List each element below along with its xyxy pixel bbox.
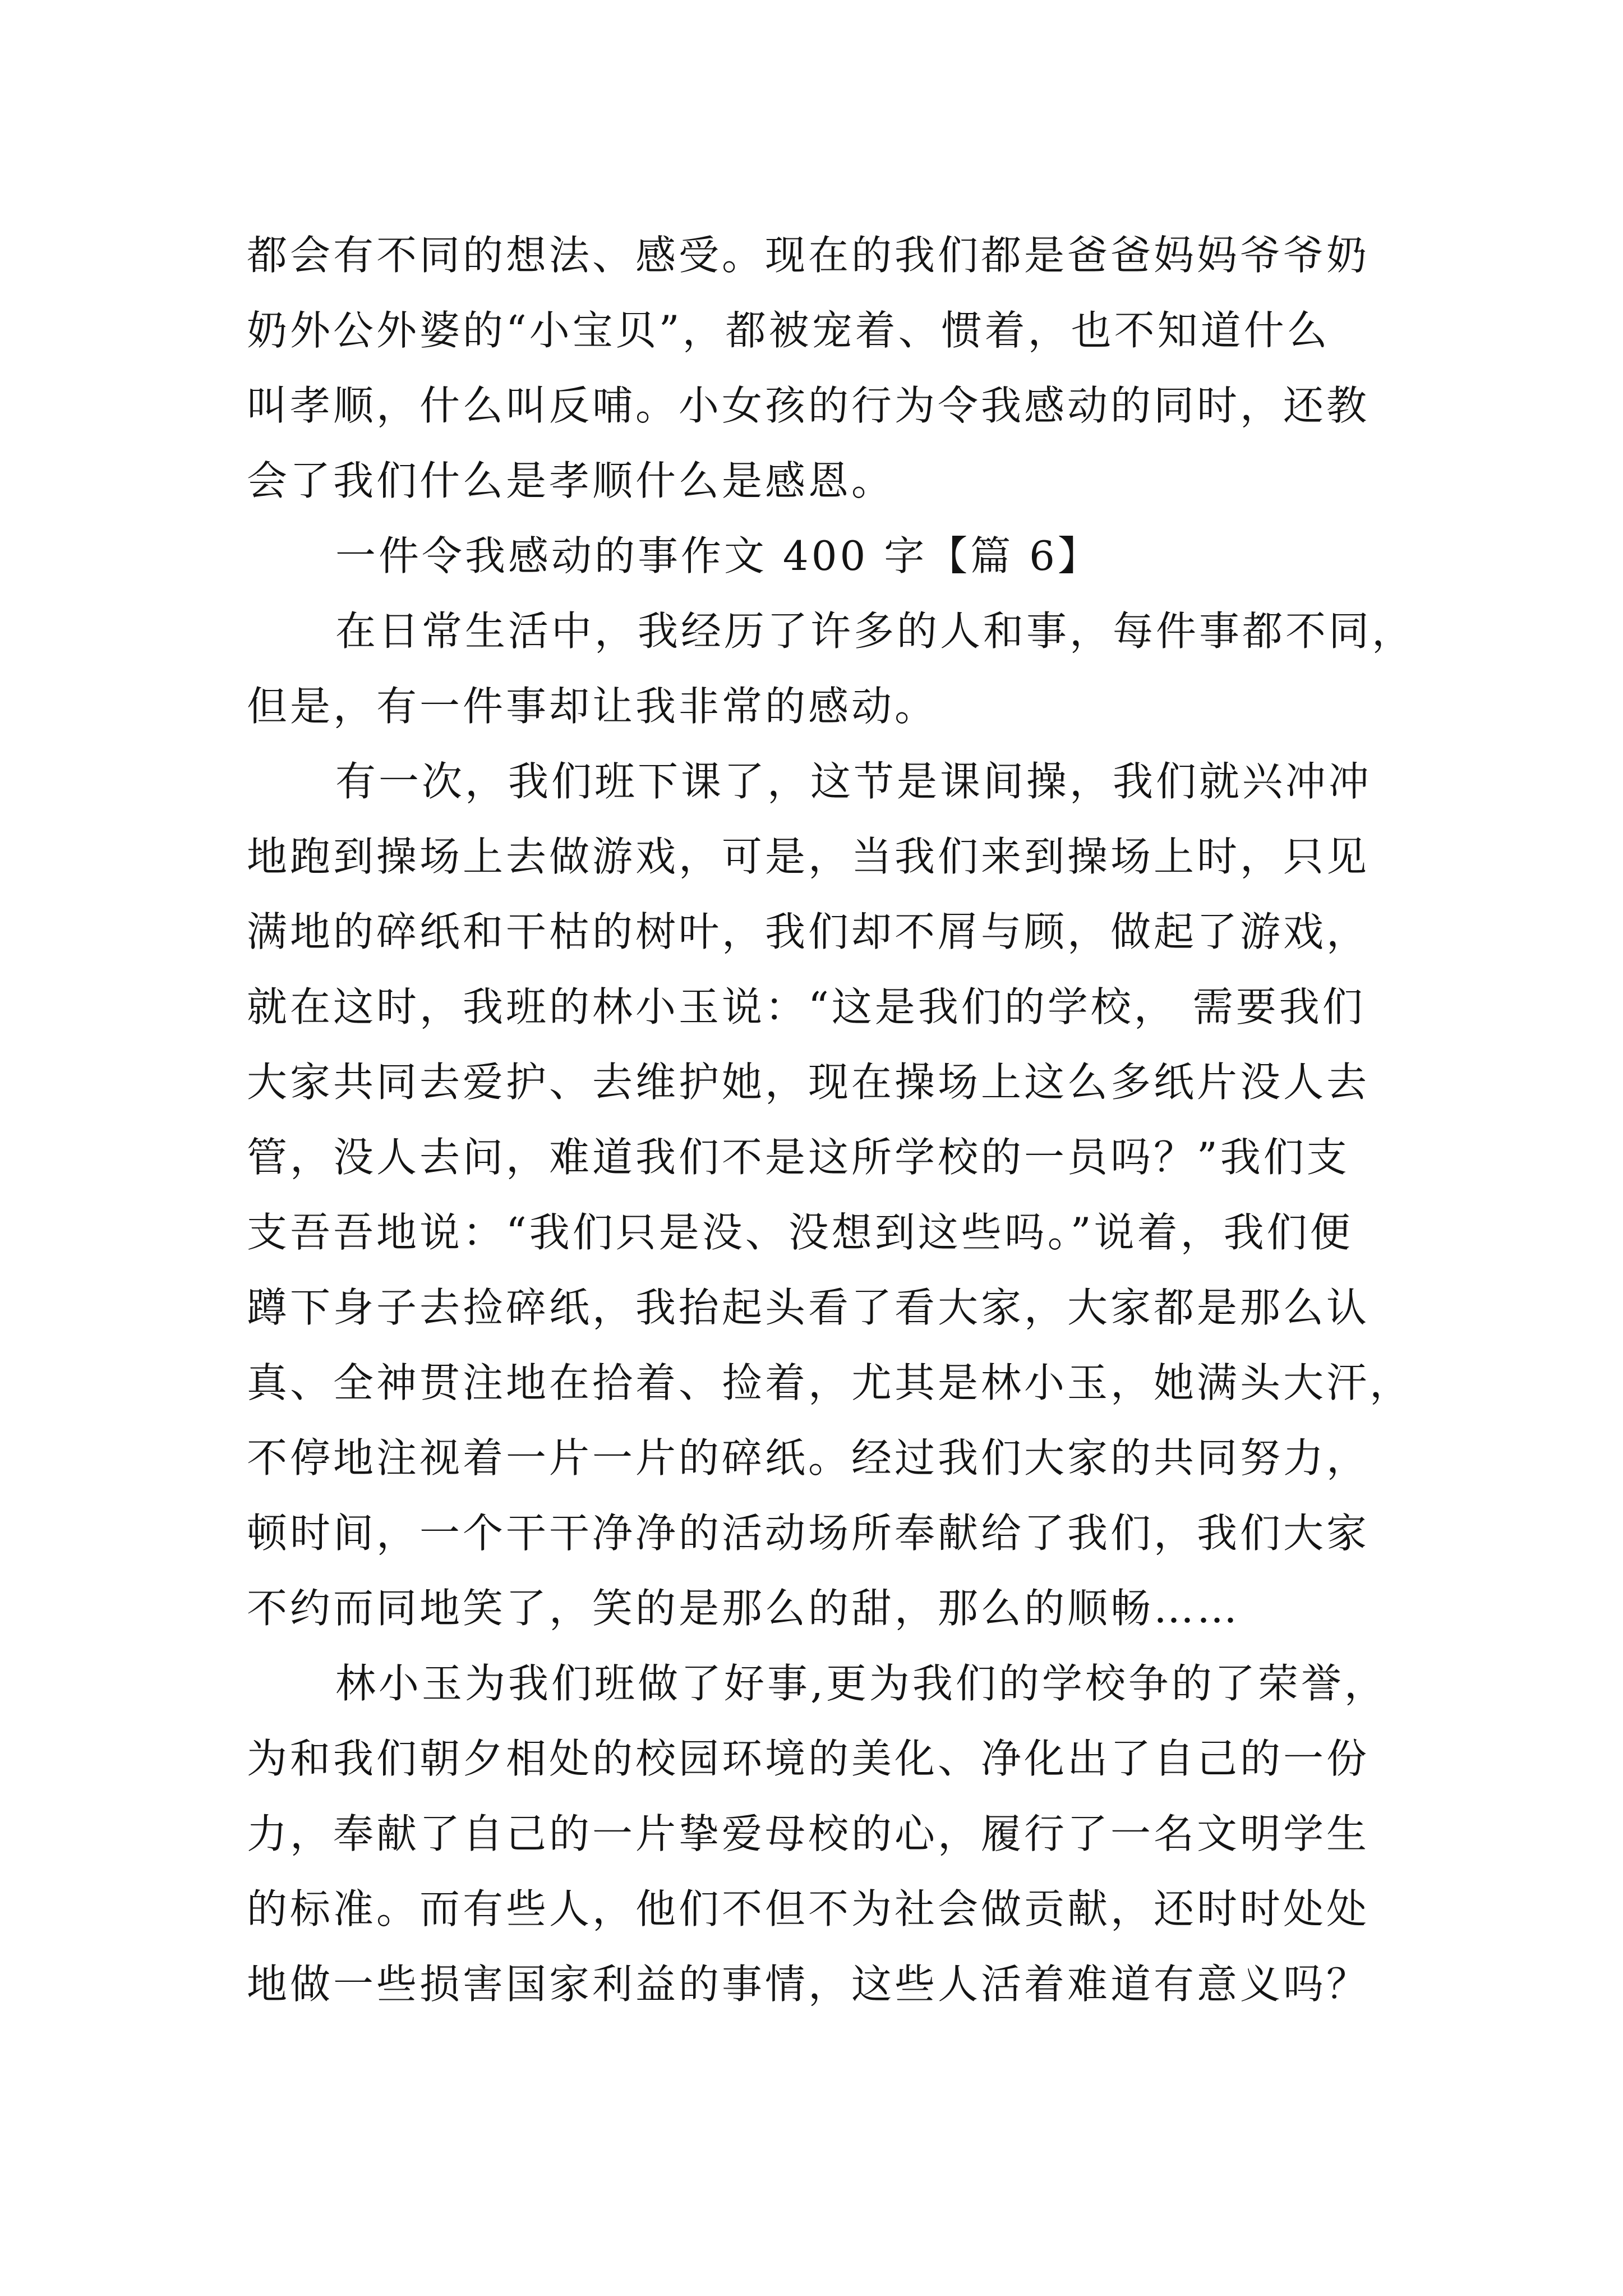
text-line: 但是，有一件事却让我非常的感动。 (247, 683, 938, 730)
text-line: 的标准。而有些人，他们不但不为社会做贡献，还时时处处 (247, 1885, 1370, 1932)
text-line: 在日常生活中，我经历了许多的人和事，每件事都不同， (335, 608, 1415, 655)
text-line: 都会有不同的想法、感受。现在的我们都是爸爸妈妈爷爷奶 (247, 232, 1370, 279)
paragraph-2 (247, 744, 1413, 1646)
text-line: 不停地注视着一片一片的碎纸。经过我们大家的共同努力， (247, 1434, 1370, 1481)
document-body (247, 218, 1413, 2022)
text-line: 奶外公外婆的“小宝贝”，都被宠着、惯着，也不知道什么 (247, 307, 1330, 354)
text-line: 管，没人去问，难道我们不是这所学校的一员吗？”我们支 (247, 1134, 1350, 1181)
text-line: 力，奉献了自己的一片挚爱母校的心，履行了一名文明学生 (247, 1810, 1370, 1857)
text-line: 为和我们朝夕相处的校园环境的美化、净化出了自己的一份 (247, 1735, 1370, 1782)
text-line: 顿时间，一个干干净净的活动场所奉献给了我们，我们大家 (247, 1510, 1370, 1557)
text-line: 真、全神贯注地在拾着、捡着，尤其是林小玉，她满头大汗， (247, 1359, 1413, 1406)
text-line: 地跑到操场上去做游戏，可是，当我们来到操场上时，只见 (247, 833, 1370, 880)
text-line: 就在这时，我班的林小玉说：“这是我们的学校， 需要我们 (247, 983, 1366, 1030)
text-line: 叫孝顺，什么叫反哺。小女孩的行为令我感动的同时，还教 (247, 382, 1370, 429)
text-line: 林小玉为我们班做了好事,更为我们的学校争的了荣誉， (335, 1660, 1387, 1707)
text-line: 蹲下身子去捡碎纸，我抬起头看了看大家，大家都是那么认 (247, 1284, 1370, 1331)
text-line: 地做一些损害国家利益的事情，这些人活着难道有意义吗？ (247, 1961, 1370, 2008)
intro-paragraph (247, 218, 1413, 518)
text-line: 满地的碎纸和干枯的树叶，我们却不屑与顾，做起了游戏， (247, 908, 1370, 955)
section-title: 一件令我感动的事作文 400 字【篇 6】 (335, 532, 1101, 579)
text-line: 支吾吾地说：“我们只是没、没想到这些吗。”说着，我们便 (247, 1209, 1353, 1256)
text-line: 大家共同去爱护、去维护她，现在操场上这么多纸片没人去 (247, 1059, 1370, 1106)
text-line: 不约而同地笑了，笑的是那么的甜，那么的顺畅…… (247, 1585, 1241, 1632)
paragraph-3 (247, 1646, 1413, 2022)
text-line: 有一次，我们班下课了，这节是课间操，我们就兴冲冲 (335, 758, 1372, 805)
paragraph-1 (247, 593, 1413, 744)
text-line: 会了我们什么是孝顺什么是感恩。 (247, 457, 895, 504)
